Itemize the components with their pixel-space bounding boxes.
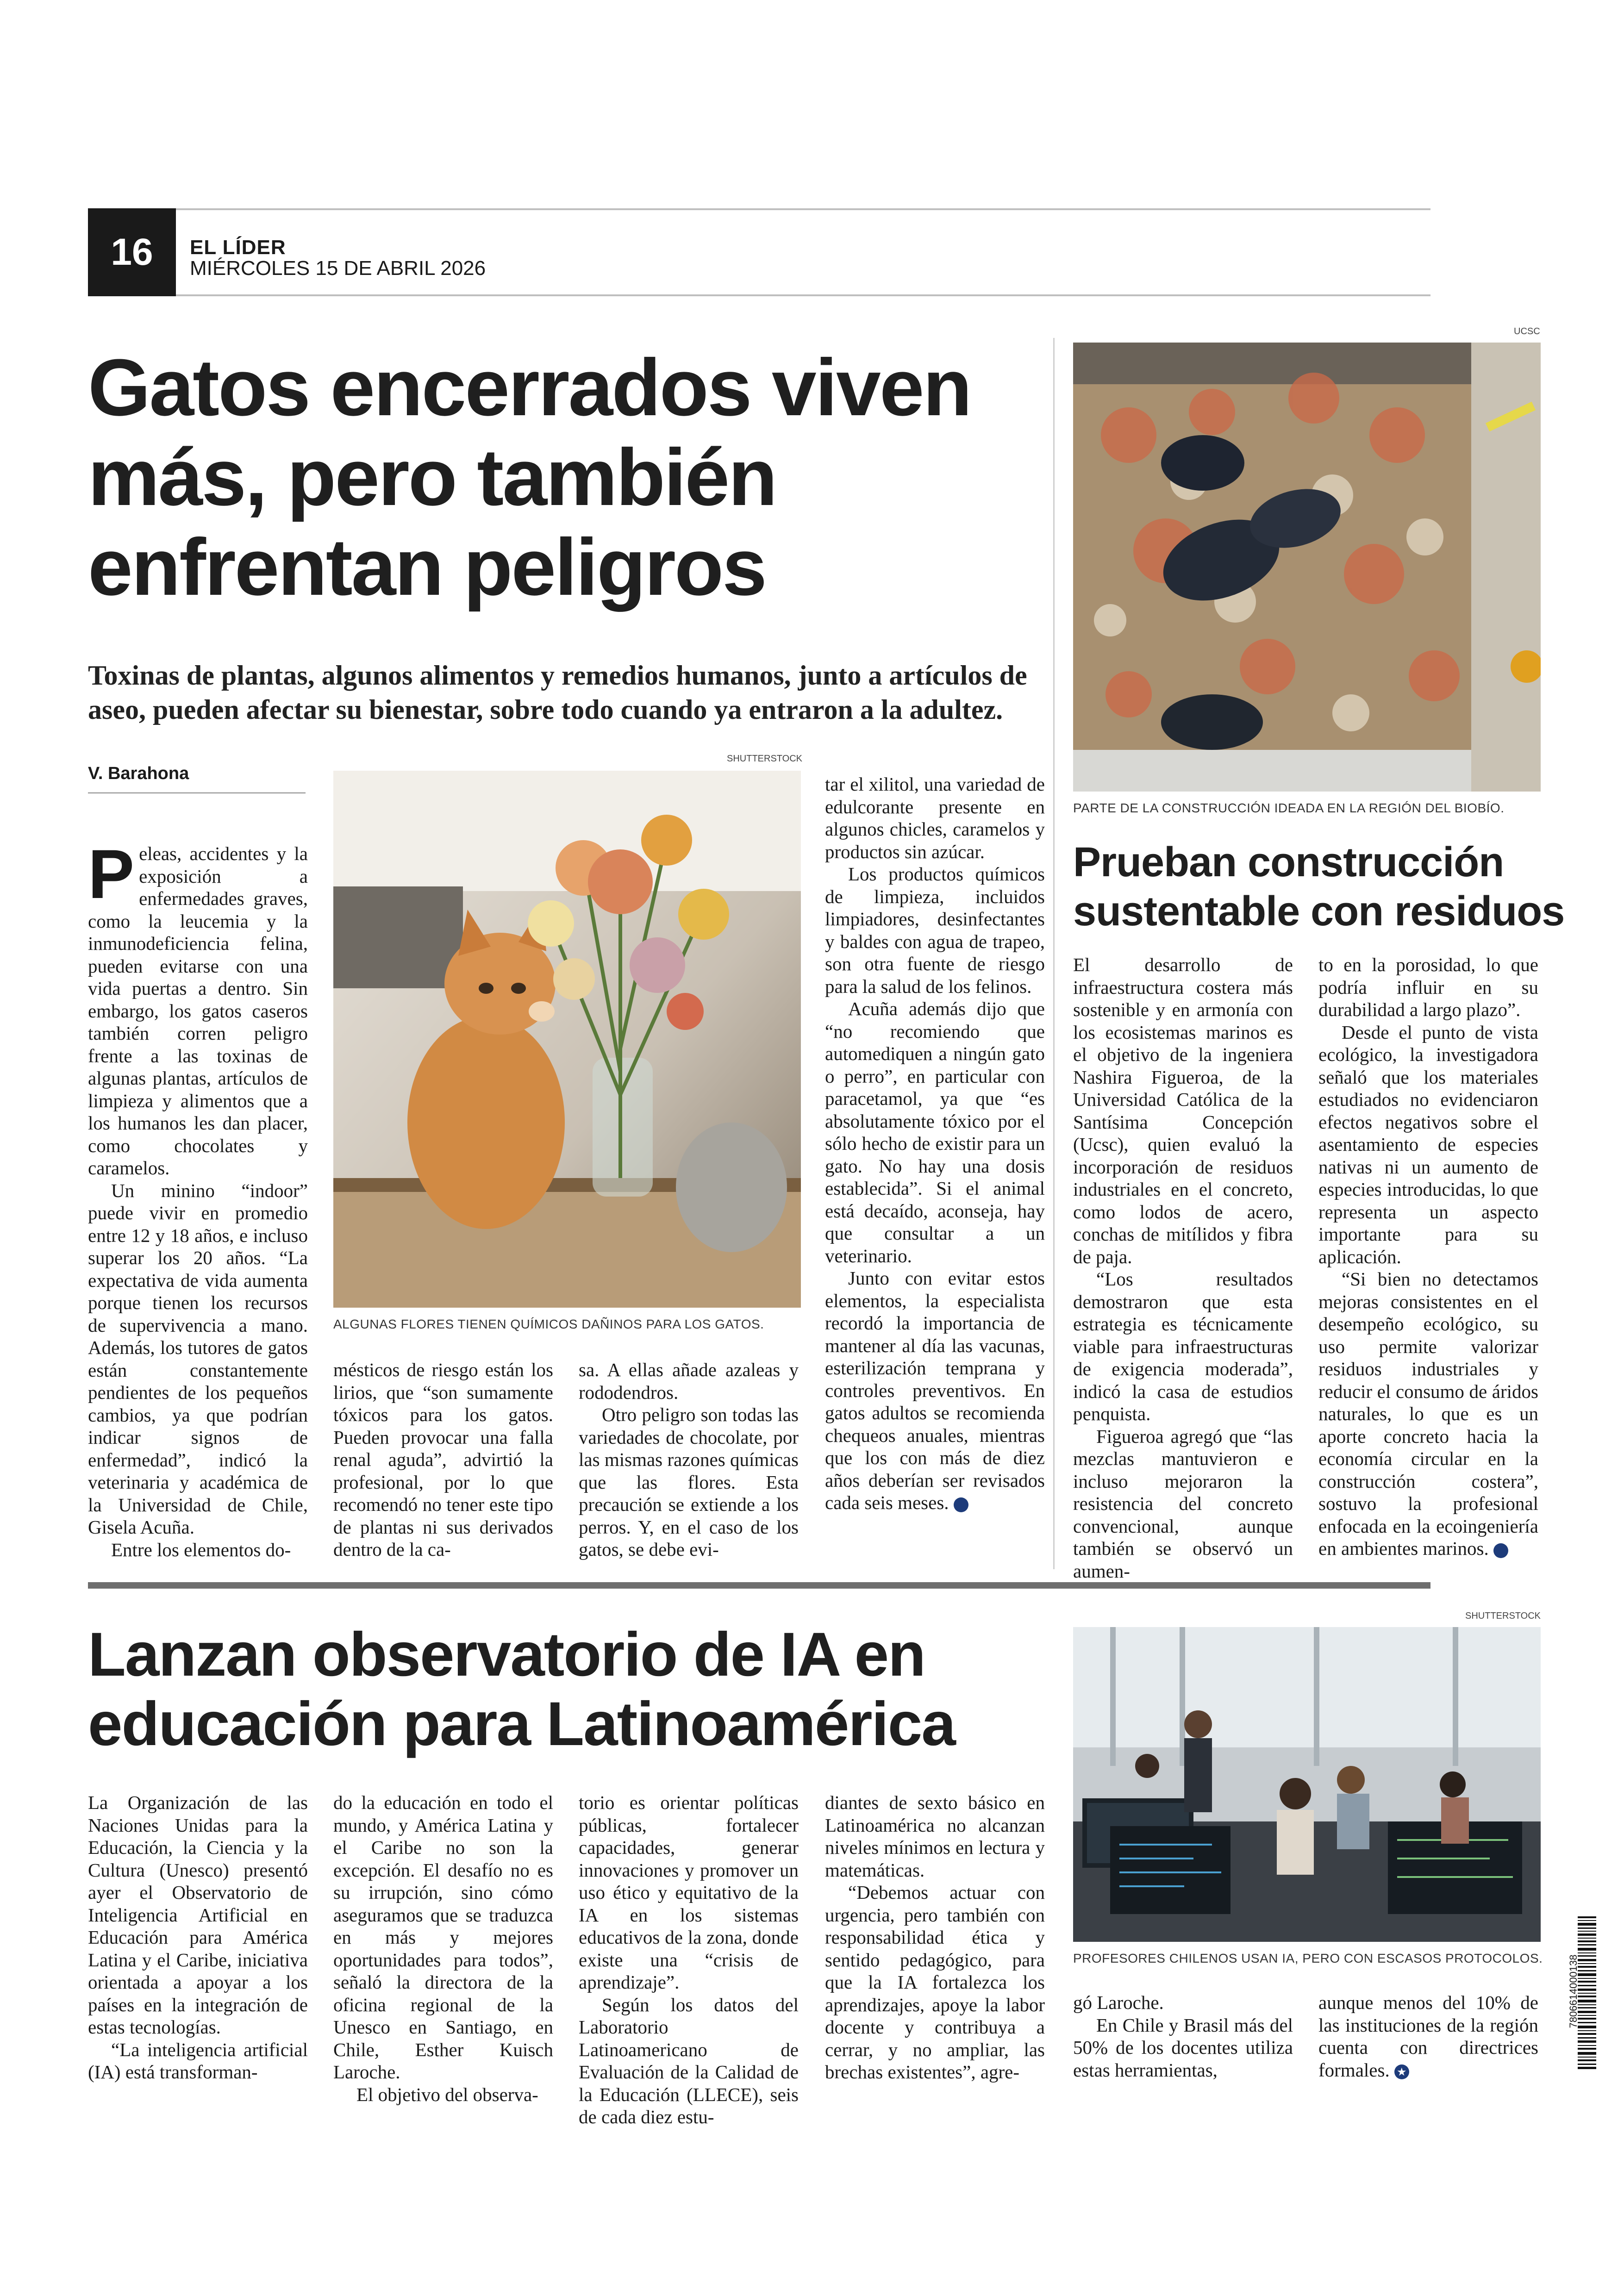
paragraph <box>1318 1991 1538 2081</box>
paragraph-text: aunque menos del 10% de las instituciones de la región cuenta con directrices formales. <box>1318 1992 1538 2081</box>
ai-headline <box>88 1620 955 1759</box>
construction-headline <box>1073 838 1564 936</box>
cat-photo <box>333 771 801 1308</box>
paragraph-text: Junto con evitar estos elementos, la especialista recordó la importancia de mantener al día las vacunas, esterilización temprana y controles preventivos. En gatos adultos se recomienda chequeos anuales, mientras que los con más de diez años deberían ser revisados cada seis meses. <box>825 1267 1045 1513</box>
construction-headline-line: Prueban construcción <box>1073 839 1504 886</box>
ai-headline-line: Lanzan observatorio de IA en <box>88 1620 925 1689</box>
cats-column-2 <box>333 1359 553 1561</box>
ai-column-2 <box>333 1791 553 2106</box>
cats-column-3 <box>579 1359 799 1561</box>
paragraph: En Chile y Brasil más del 50% de los docentes utiliza estas herramientas, <box>1073 2014 1293 2081</box>
cat-photo-credit: SHUTTERSTOCK <box>727 754 802 764</box>
construction-headline-line: sustentable con residuos <box>1073 888 1565 935</box>
paragraph <box>1318 1268 1538 1560</box>
paragraph: La Organización de las Naciones Unidas para la Educación, la Ciencia y la Cultura (Unesco) presentó ayer el Observatorio de Inteligencia Artificial en Educación para América Latina y el Caribe, iniciativa orientada a apoyar a los países en la integración de estas tecnologías. <box>88 1792 308 2038</box>
construction-photo-credit: UCSC <box>1514 326 1540 337</box>
construction-photo-caption: PARTE DE LA CONSTRUCCIÓN IDEADA EN LA REGIÓN DEL BIOBÍO. <box>1073 801 1505 815</box>
paragraph: Figueroa agregó que “las mezclas mantuvieron e incluso mejoraron la resistencia del concreto convencional, aunque también se observó un aumen- <box>1073 1425 1293 1582</box>
byline-rule <box>88 792 306 793</box>
paragraph: El objetivo del observa- <box>356 2083 538 2105</box>
paragraph: Desde el punto de vista ecológico, la investigadora señaló que los materiales estudiados no evidenciaron efectos negativos sobre el asentamiento de especies nativas ni un aumento de especies introducidas, lo que representa un aspecto importante para su aplicación. <box>1318 1021 1538 1267</box>
cats-column-4 <box>825 773 1045 1514</box>
header-top-rule <box>88 208 1430 210</box>
issue-date: MIÉRCOLES 15 DE ABRIL 2026 <box>190 257 486 280</box>
construction-column-1 <box>1073 954 1293 1582</box>
cats-headline-line: más, pero también <box>88 432 776 522</box>
paragraph: Otro peligro son todas las variedades de chocolate, por las mismas razones químicas que las flores. Esta precaución se extiende a los perros. Y, en el caso de los gatos, se debe evi- <box>579 1404 799 1560</box>
paragraph: El desarrollo de infraestructura costera más sostenible y en armonía con los ecosistemas marinos es el objetivo de la ingeniera Nashira Figueroa, de la Universidad Católica de la Santísima Concepción (Ucsc), quien evaluó la incorporación de residuos industriales en el concreto, como lodos de acero, conchas de mitílidos y fibra de paja. <box>1073 954 1293 1267</box>
paragraph: eleas, accidentes y la exposición a enfermedades graves, como la leucemia y la inmunodeficiencia felina, pueden evitarse con una vida puertas a dentro. Sin embargo, los gatos caseros también corren peligro frente a las toxinas de algunas plantas, artículos de limpieza y alimentos que a los humanos les dan placer, como chocolates y caramelos. <box>88 843 308 1179</box>
paragraph: do la educación en todo el mundo, y América Latina y el Caribe no son la excepción. El desafío no es su irrupción, sino cómo aseguramos que se traduzca en más y mejores oportunidades para todos”, señaló la directora de la oficina regional de la Unesco en Santiago, en Chile, Esther Kuisch Laroche. <box>333 1792 553 2083</box>
paragraph: “La inteligencia artificial (IA) está transforman- <box>88 2039 308 2083</box>
ai-photo-credit: SHUTTERSTOCK <box>1465 1611 1541 1621</box>
header-bottom-rule <box>176 294 1430 296</box>
cats-headline <box>88 343 971 612</box>
paragraph: “Debemos actuar con urgencia, pero también con responsabilidad ética y sentido pedagógico, para que la IA fortalezca los aprendizajes, apoye la labor docente y contribuya a cerrar, y no ampliar, las brechas existentes”, agre- <box>825 1882 1045 2083</box>
paragraph: mésticos de riesgo están los lirios, que “son sumamente tóxicos para los gatos. Pueden provocar una falla renal aguda”, advirtió la profesional, por lo que recomendó no tener este tipo de plantas ni sus derivados dentro de la ca- <box>333 1359 553 1560</box>
ai-column-6 <box>1318 1991 1538 2081</box>
ai-photo <box>1073 1627 1541 1942</box>
paragraph: tar el xilitol, una variedad de edulcorante presente en algunos chicles, caramelos y productos sin azúcar. <box>825 773 1045 862</box>
section-divider <box>88 1582 1430 1589</box>
barcode <box>1564 1916 1596 2069</box>
cats-headline-line: enfrentan peligros <box>88 522 766 612</box>
construction-photo <box>1073 343 1541 792</box>
paragraph <box>825 1267 1045 1514</box>
paragraph: “Los resultados demostraron que esta estrategia es técnicamente viable para infraestructuras de exigencia moderada”, indicó la casa de estudios penquista. <box>1073 1268 1293 1424</box>
paper-name: EL LÍDER <box>190 236 286 259</box>
ai-column-5 <box>1073 1991 1293 2081</box>
end-mark-icon: ★ <box>1394 2064 1409 2079</box>
cats-deck: Toxinas de plantas, algunos alimentos y remedios humanos, junto a artículos de aseo, pueden afectar su bienestar, sobre todo cuando ya entraron a la adultez. <box>88 660 1027 725</box>
cat-photo-caption: ALGUNAS FLORES TIENEN QUÍMICOS DAÑINOS PARA LOS GATOS. <box>333 1317 764 1331</box>
paragraph: gó Laroche. <box>1073 1992 1164 2013</box>
ai-photo-caption: PROFESORES CHILENOS USAN IA, PERO CON ESCASOS PROTOCOLOS. <box>1073 1951 1543 1965</box>
end-mark-icon: ★ <box>1493 1543 1508 1558</box>
byline: V. Barahona <box>88 764 189 783</box>
barcode-number: 7806614000138 <box>1568 1954 1579 2028</box>
paragraph: to en la porosidad, lo que podría influir en su durabilidad a largo plazo”. <box>1318 954 1538 1020</box>
paragraph-text: “Si bien no detectamos mejoras consistentes en el desempeño ecológico, su uso permite valorizar residuos industriales y reducir el consumo de áridos naturales, lo que es un aporte concreto hacia la economía circular en la construcción costera”, sostuvo la profesional enfocada en la ecoingeniería en ambientes marinos. <box>1318 1268 1538 1559</box>
paragraph: Acuña además dijo que “no recomiendo que automediquen a ningún gato o perro”, en particular con paracetamol, ya que “es absolutamente tóxico por el sólo hecho de existir para un gato. No hay una dosis establecida”. Si el animal está decaído, aconseja, hay que consultar a un veterinario. <box>825 998 1045 1266</box>
ai-column-1 <box>88 1791 308 2083</box>
paragraph: diantes de sexto básico en Latinoamérica no alcanzan niveles mínimos en lectura y matemáticas. <box>825 1792 1045 1881</box>
page-number: 16 <box>88 208 176 296</box>
construction-column-2 <box>1318 954 1538 1560</box>
paragraph: Un minino “indoor” puede vivir en promedio entre 12 y 18 años, e incluso superar los 20 años. “La expectativa de vida aumenta porque tienen los recursos de supervivencia a mano. Además, los tutores de gatos están constantemente pendientes de los pequeños cambios, ya que podrían indicar signos de enfermedad”, indicó la veterinaria y académica de la Universidad de Chile, Gisela Acuña. <box>88 1179 308 1538</box>
ai-headline-line: educación para Latinoamérica <box>88 1690 955 1759</box>
cats-column-1 <box>88 835 308 1561</box>
paragraph: sa. A ellas añade azaleas y rododendros. <box>579 1359 799 1403</box>
paragraph: Según los datos del Laboratorio Latinoamericano de Evaluación de la Calidad de la Educación (LLECE), seis de cada diez estu- <box>579 1994 799 2127</box>
cats-headline-line: Gatos encerrados viven <box>88 342 971 432</box>
paragraph: torio es orientar políticas públicas, fortalecer capacidades, generar innovaciones y promover un uso ético y equitativo de la IA en los sistemas educativos de la zona, donde existe una “crisis de aprendizaje”. <box>579 1792 799 1993</box>
ai-column-3 <box>579 1791 799 2128</box>
end-mark-icon: ★ <box>954 1497 968 1512</box>
paragraph: Los productos químicos de limpieza, incluidos limpiadores, desinfectantes y baldes con agua de trapeo, son otra fuente de riesgo para la salud de los felinos. <box>825 863 1045 997</box>
ai-column-4 <box>825 1791 1045 2083</box>
column-divider <box>1053 338 1055 1569</box>
paragraph: Entre los elementos do- <box>111 1539 291 1560</box>
drop-cap: P <box>88 835 135 913</box>
